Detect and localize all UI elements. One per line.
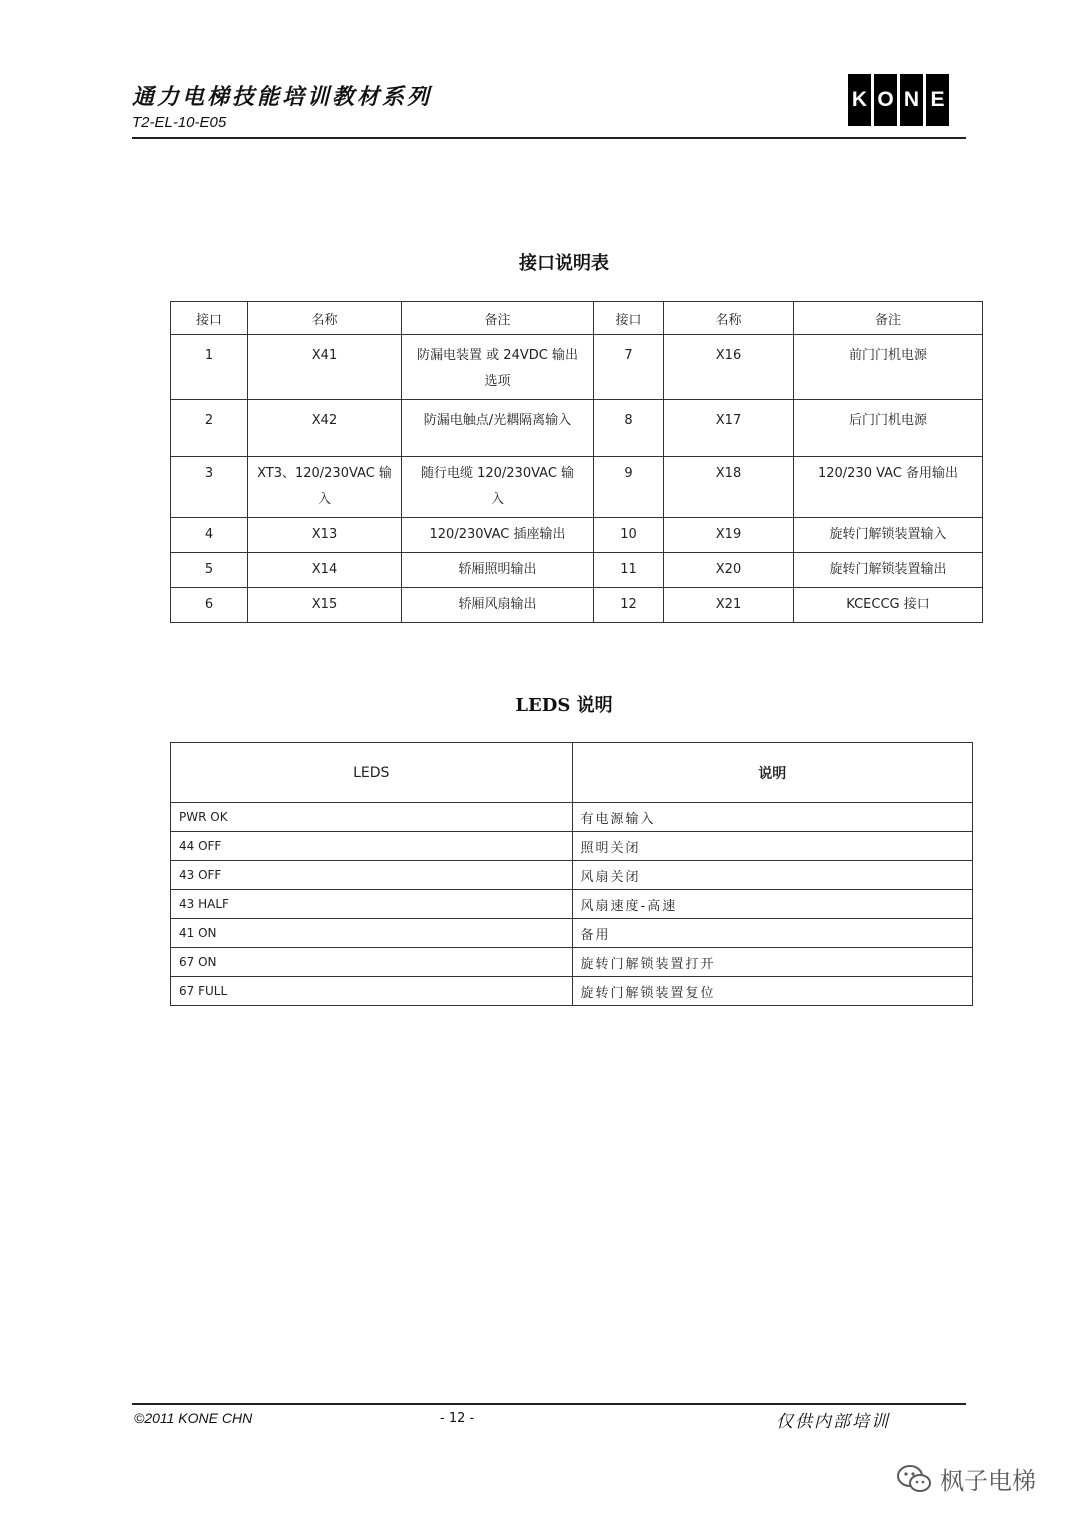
led-name-cell: 67 ON	[171, 948, 573, 977]
led-name-cell: 41 ON	[171, 919, 573, 948]
watermark-text: 枫子电梯	[940, 1467, 1036, 1495]
page-number: - 12 -	[440, 1411, 475, 1426]
leds-table-title: LEDS 说明	[515, 695, 613, 716]
table-row	[171, 335, 983, 400]
led-name-cell: PWR OK	[171, 803, 573, 832]
table-row	[171, 919, 973, 948]
wechat-icon	[896, 1464, 932, 1494]
logo-letter: K	[848, 74, 871, 126]
table-cell: 后门门机电源	[794, 400, 983, 457]
table-cell: 4	[171, 518, 248, 553]
table-row	[171, 832, 973, 861]
header-divider	[132, 137, 966, 139]
interface-table-title: 接口说明表	[519, 253, 609, 274]
table-cell: 9	[594, 457, 664, 518]
footer-copyright: ©2011 KONE CHN	[134, 1410, 253, 1426]
led-name-cell: 43 HALF	[171, 890, 573, 919]
led-desc-cell: 旋转门解锁装置打开	[572, 948, 973, 977]
column-header: 备注	[402, 302, 594, 335]
watermark	[896, 1461, 1036, 1496]
led-desc-cell: 旋转门解锁装置复位	[572, 977, 973, 1006]
table-cell: 3	[171, 457, 248, 518]
table-cell: X42	[248, 400, 402, 457]
column-header: 接口	[594, 302, 664, 335]
table-row	[171, 803, 973, 832]
table-cell: X14	[248, 553, 402, 588]
table-cell: X21	[664, 588, 794, 623]
table-header-row	[171, 743, 973, 803]
table-cell: KCECCG 接口	[794, 588, 983, 623]
table-cell: 120/230VAC 插座输出	[402, 518, 594, 553]
document-series-title: 通力电梯技能培训教材系列	[132, 84, 433, 110]
table-cell: 防漏电触点/光耦隔离输入	[402, 400, 594, 457]
table-cell: X20	[664, 553, 794, 588]
column-header: 接口	[171, 302, 248, 335]
table-cell: 轿厢风扇输出	[402, 588, 594, 623]
table-row	[171, 977, 973, 1006]
interface-table	[170, 301, 983, 623]
led-name-cell: 67 FULL	[171, 977, 573, 1006]
column-header: 备注	[794, 302, 983, 335]
footer-divider	[132, 1403, 966, 1405]
table-cell: X13	[248, 518, 402, 553]
table-row	[171, 457, 983, 518]
table-cell: X15	[248, 588, 402, 623]
table-cell: 11	[594, 553, 664, 588]
table-cell: 7	[594, 335, 664, 400]
table-cell: X16	[664, 335, 794, 400]
table-cell: 2	[171, 400, 248, 457]
table-row	[171, 588, 983, 623]
led-name-cell: 43 OFF	[171, 861, 573, 890]
table-row	[171, 948, 973, 977]
table-cell: X19	[664, 518, 794, 553]
led-desc-cell: 有电源输入	[572, 803, 973, 832]
table-row	[171, 890, 973, 919]
column-header: 名称	[664, 302, 794, 335]
logo-letter: N	[900, 74, 923, 126]
footer-note: 仅供内部培训	[776, 1412, 890, 1432]
table-cell: 随行电缆 120/230VAC 输入	[402, 457, 594, 518]
table-row	[171, 553, 983, 588]
table-cell: 前门门机电源	[794, 335, 983, 400]
table-cell: 旋转门解锁装置输入	[794, 518, 983, 553]
table-cell: 120/230 VAC 备用输出	[794, 457, 983, 518]
table-cell: 8	[594, 400, 664, 457]
table-cell: XT3、120/230VAC 输入	[248, 457, 402, 518]
column-header: LEDS	[171, 743, 573, 803]
logo-letter: O	[874, 74, 897, 126]
led-desc-cell: 备用	[572, 919, 973, 948]
led-name-cell: 44 OFF	[171, 832, 573, 861]
table-cell: X17	[664, 400, 794, 457]
table-row	[171, 518, 983, 553]
table-cell: 轿厢照明输出	[402, 553, 594, 588]
led-desc-cell: 照明关闭	[572, 832, 973, 861]
leds-table	[170, 742, 973, 1006]
kone-logo	[848, 74, 949, 126]
document-code: T2-EL-10-E05	[132, 114, 227, 131]
table-cell: 5	[171, 553, 248, 588]
table-cell: X41	[248, 335, 402, 400]
table-cell: X18	[664, 457, 794, 518]
logo-letter: E	[926, 74, 949, 126]
column-header: 名称	[248, 302, 402, 335]
table-row	[171, 861, 973, 890]
table-header-row	[171, 302, 983, 335]
column-header: 说明	[572, 743, 973, 803]
table-cell: 12	[594, 588, 664, 623]
table-cell: 10	[594, 518, 664, 553]
table-cell: 旋转门解锁装置输出	[794, 553, 983, 588]
led-desc-cell: 风扇速度-高速	[572, 890, 973, 919]
led-desc-cell: 风扇关闭	[572, 861, 973, 890]
table-row	[171, 400, 983, 457]
table-cell: 防漏电装置 或 24VDC 输出选项	[402, 335, 594, 400]
table-cell: 1	[171, 335, 248, 400]
table-cell: 6	[171, 588, 248, 623]
